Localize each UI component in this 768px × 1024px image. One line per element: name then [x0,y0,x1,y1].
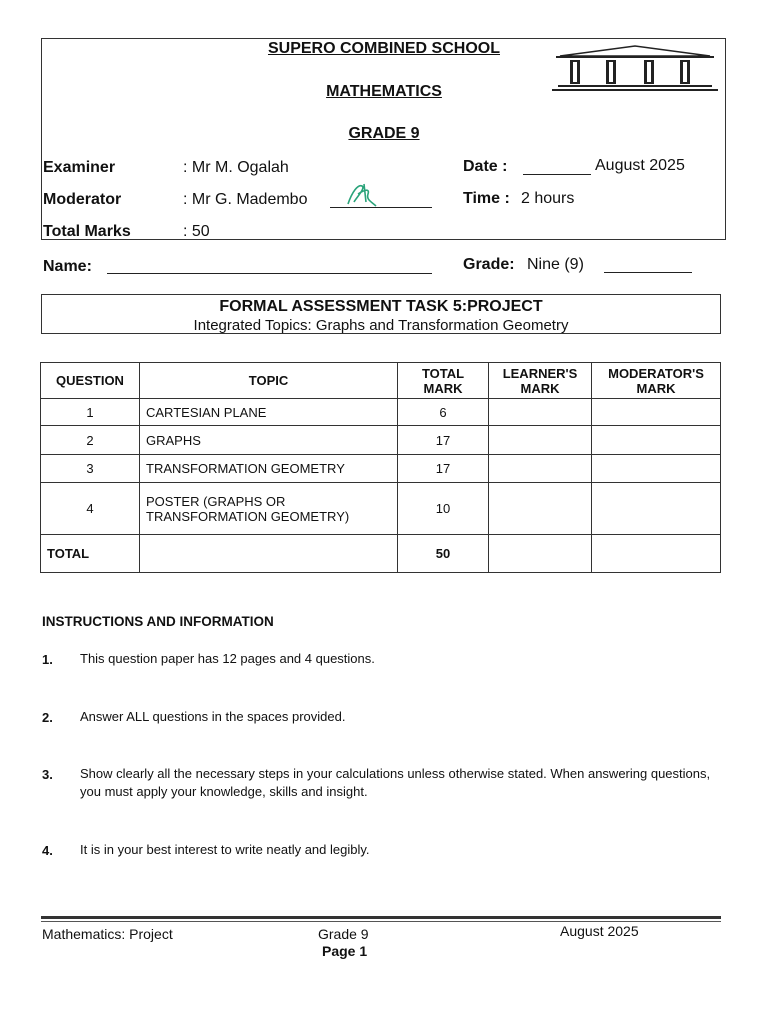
learners-mark-cell[interactable] [489,399,592,426]
footer-grade: Grade 9 [318,926,369,942]
total-label: TOTAL [41,535,140,573]
time-value: 2 hours [521,190,575,207]
instruction-number: 4. [42,843,53,858]
total-mark-cell: 17 [398,455,489,483]
total-marks-value: : 50 [183,223,210,240]
instruction-text: Answer ALL questions in the spaces provided. [80,709,346,724]
task-title: FORMAL ASSESSMENT TASK 5:PROJECT [219,298,543,315]
col-learners-mark: LEARNER'S MARK [489,363,592,399]
moderator-label: Moderator [43,191,122,208]
table-total-row [41,535,721,573]
learners-mark-cell[interactable] [489,483,592,535]
moderator-value: : Mr G. Madembo [183,191,308,208]
topic-cell: POSTER (GRAPHS OR TRANSFORMATION GEOMETRY) [140,483,398,535]
total-mark-cell: 6 [398,399,489,426]
school-name: SUPERO COMBINED SCHOOL [267,40,500,57]
moderators-mark-cell[interactable] [592,399,721,426]
table-row [41,426,721,455]
date-value: August 2025 [595,157,685,174]
instruction-text: This question paper has 12 pages and 4 questions. [80,651,375,666]
instruction-number: 3. [42,767,53,782]
footer-divider-thin [41,921,721,922]
instruction-number: 2. [42,710,53,725]
question-number: 4 [41,483,140,535]
footer-page: Page 1 [322,943,368,959]
total-mark-cell: 10 [398,483,489,535]
total-value: 50 [398,535,489,573]
total-mark-cell: 17 [398,426,489,455]
table-row [41,399,721,426]
moderators-mark-cell[interactable] [592,426,721,455]
marks-table [40,362,721,573]
grade-label: Grade: [463,256,515,273]
moderator-signature-icon [344,180,380,210]
task-box [41,294,721,334]
footer-date: August 2025 [560,923,639,939]
moderators-total-cell[interactable] [592,535,721,573]
learners-mark-cell[interactable] [489,455,592,483]
date-day-blank [523,160,591,175]
topic-cell: CARTESIAN PLANE [140,399,398,426]
instruction-number: 1. [42,652,53,667]
school-logo-icon [550,44,720,92]
table-row [41,455,721,483]
grade-title: GRADE 9 [348,125,420,142]
footer-subject: Mathematics: Project [42,926,173,942]
col-moderators-mark: MODERATOR'S MARK [592,363,721,399]
question-number: 3 [41,455,140,483]
name-label: Name: [43,258,92,275]
footer-divider [41,916,721,919]
topic-cell: GRAPHS [140,426,398,455]
table-row [41,483,721,535]
learners-total-cell[interactable] [489,535,592,573]
col-total-mark: TOTAL MARK [398,363,489,399]
topic-cell: TRANSFORMATION GEOMETRY [140,455,398,483]
col-topic: TOPIC [140,363,398,399]
subject-title: MATHEMATICS [326,83,442,100]
moderators-mark-cell[interactable] [592,483,721,535]
moderators-mark-cell[interactable] [592,455,721,483]
total-marks-label: Total Marks [43,223,131,240]
name-field[interactable] [107,259,432,274]
total-topic-cell [140,535,398,573]
question-number: 2 [41,426,140,455]
col-question: QUESTION [41,363,140,399]
instruction-text: Show clearly all the necessary steps in your calculations unless otherwise stated. When answering questions, you must apply your knowledge, skills and insight. [80,766,711,799]
learners-mark-cell[interactable] [489,426,592,455]
examiner-value: : Mr M. Ogalah [183,159,289,176]
examiner-label: Examiner [43,159,116,176]
grade-blank[interactable] [604,258,692,273]
task-subtitle: Integrated Topics: Graphs and Transformation Geometry [193,317,569,334]
instructions-heading: INSTRUCTIONS AND INFORMATION [42,614,274,629]
time-label: Time : [463,190,510,207]
grade-value: Nine (9) [527,256,584,273]
instruction-text: It is in your best interest to write neatly and legibly. [80,842,370,857]
question-number: 1 [41,399,140,426]
date-label: Date : [463,158,508,175]
table-header-row [41,363,721,399]
